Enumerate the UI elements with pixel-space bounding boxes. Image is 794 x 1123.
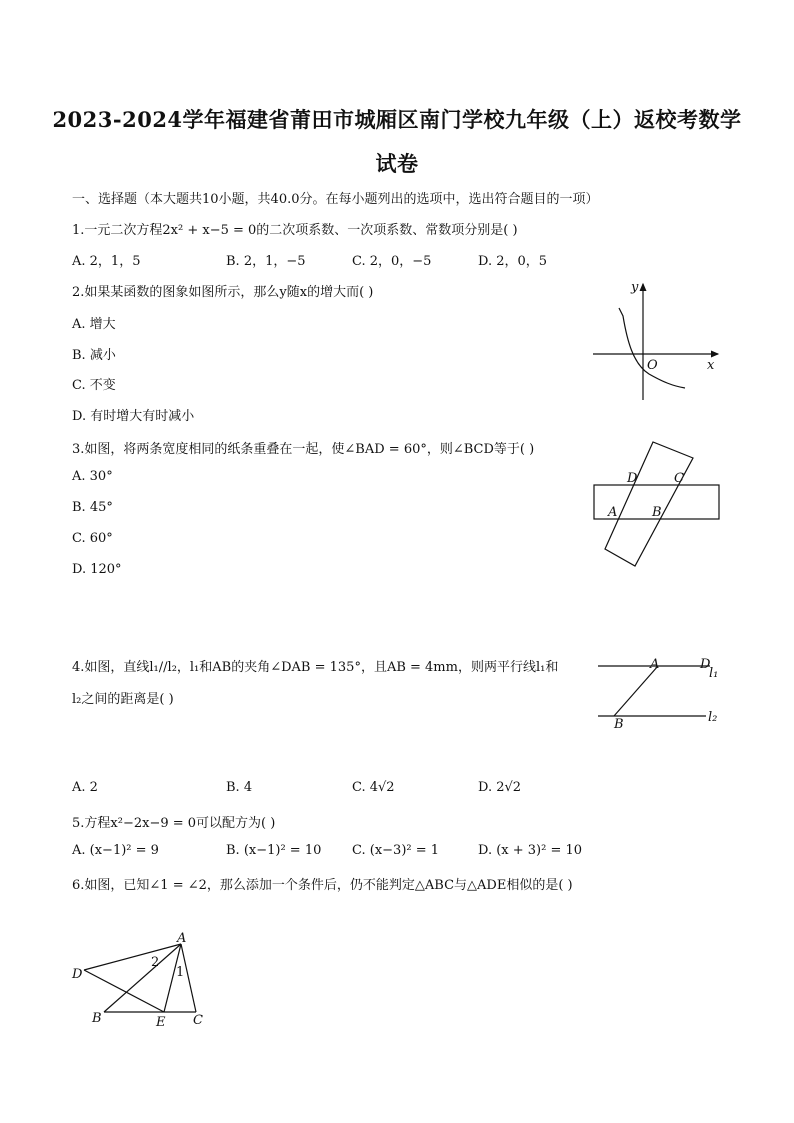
q6-label-b: B xyxy=(92,1011,102,1026)
q1-option-a: A. 2，1，5 xyxy=(72,254,141,269)
q3-stem: 3.如图，将两条宽度相同的纸条重叠在一起，使∠BAD = 60°，则∠BCD等于( ) xyxy=(72,442,535,457)
q2-label-y: y xyxy=(631,280,639,295)
q2-curve xyxy=(619,308,685,388)
q3-label-c: C xyxy=(674,471,684,486)
q3-slanted-strip xyxy=(605,442,693,566)
q3-label-a: A xyxy=(608,505,618,520)
q4-stem-line1: 4.如图，直线l₁//l₂，l₁和AB的夹角∠DAB = 135°，且AB = 4mm，则两平行线l₁和 xyxy=(72,660,559,675)
q4-option-d: D. 2√2 xyxy=(478,780,522,795)
q2-function-graph xyxy=(585,278,725,404)
q4-label-b: B xyxy=(614,717,624,732)
q6-label-e: E xyxy=(156,1015,166,1030)
q4-label-l2: l₂ xyxy=(708,710,718,725)
q2-option-d: D. 有时增大有时减小 xyxy=(72,409,195,424)
q1-stem: 1.一元二次方程2x² + x−5 = 0的二次项系数、一次项系数、常数项分别是( ) xyxy=(72,223,518,238)
q4-label-l1: l₁ xyxy=(709,666,719,681)
q6-side-de xyxy=(84,970,164,1012)
q1-option-c: C. 2，0，−5 xyxy=(352,254,432,269)
paper-title-line1: 2023-2024学年福建省莆田市城厢区南门学校九年级（上）返校考数学 xyxy=(52,107,742,132)
q4-option-c: C. 4√2 xyxy=(352,780,395,795)
q3-label-b: B xyxy=(652,505,662,520)
q2-option-b: B. 减小 xyxy=(72,348,116,363)
q4-option-a: A. 2 xyxy=(72,780,98,795)
q5-option-b: B. (x−1)² = 10 xyxy=(226,843,322,858)
q3-label-d: D xyxy=(627,471,638,486)
q6-label-a: A xyxy=(177,931,187,946)
q6-triangle-figure xyxy=(66,930,216,1030)
q4-label-d: D xyxy=(700,657,711,672)
q5-option-a: A. (x−1)² = 9 xyxy=(72,843,159,858)
q6-stem: 6.如图，已知∠1 = ∠2，那么添加一个条件后，仍不能判定△ABC与△ADE相似的是( ) xyxy=(72,878,573,893)
q1-option-d: D. 2，0，5 xyxy=(478,254,548,269)
q3-paper-strips-figure xyxy=(588,436,728,574)
q2-label-o: O xyxy=(647,358,658,373)
q4-segment-ab xyxy=(614,666,658,716)
q3-option-d: D. 120° xyxy=(72,562,122,577)
q4-stem-line2: l₂之间的距离是( ) xyxy=(72,692,174,707)
q3-option-b: B. 45° xyxy=(72,500,113,515)
q2-label-x: x xyxy=(707,358,715,373)
q3-option-a: A. 30° xyxy=(72,469,113,484)
q3-option-c: C. 60° xyxy=(72,531,113,546)
q6-label-c: C xyxy=(193,1013,203,1028)
q5-option-d: D. (x + 3)² = 10 xyxy=(478,843,583,858)
q6-label-1: 1 xyxy=(176,965,185,980)
q1-option-b: B. 2，1，−5 xyxy=(226,254,306,269)
q2-option-a: A. 增大 xyxy=(72,317,116,332)
paper-title-line2: 试卷 xyxy=(375,151,419,176)
section-heading: 一、选择题（本大题共10小题，共40.0分。在每小题列出的选项中，选出符合题目的一项） xyxy=(72,192,599,207)
q5-stem: 5.方程x²−2x−9 = 0可以配方为( ) xyxy=(72,816,276,831)
q4-label-a: A xyxy=(650,657,660,672)
q2-option-c: C. 不变 xyxy=(72,378,116,393)
q4-option-b: B. 4 xyxy=(226,780,253,795)
q4-parallel-lines-figure xyxy=(592,652,732,734)
q5-option-c: C. (x−3)² = 1 xyxy=(352,843,440,858)
q6-label-d: D xyxy=(72,967,83,982)
q6-label-2: 2 xyxy=(151,955,160,970)
q2-stem: 2.如果某函数的图象如图所示，那么y随x的增大而( ) xyxy=(72,285,374,300)
